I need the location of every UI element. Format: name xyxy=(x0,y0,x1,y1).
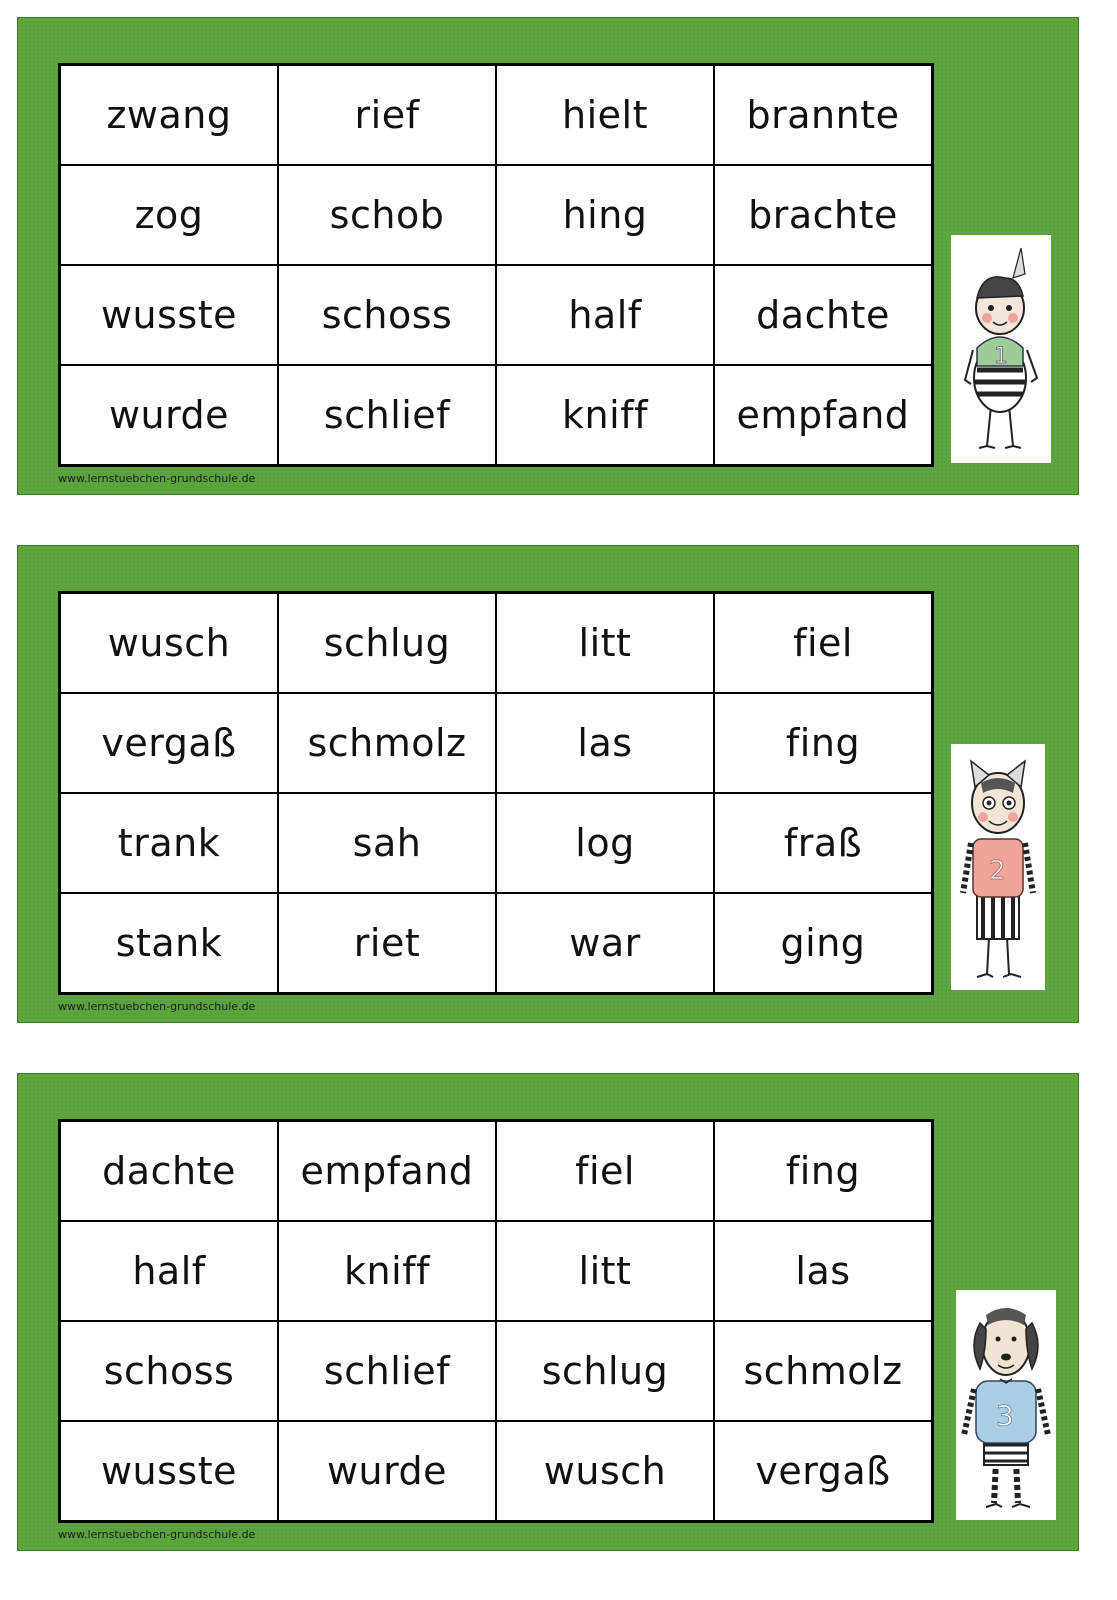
word-cell: empfand xyxy=(714,365,932,465)
word-cell: brachte xyxy=(714,165,932,265)
word-cell: schoss xyxy=(60,1321,278,1421)
word-cell: schlug xyxy=(496,1321,714,1421)
word-cell: fraß xyxy=(714,793,932,893)
word-cell: wusch xyxy=(60,593,278,693)
word-cell: schlief xyxy=(278,365,496,465)
word-card-2 xyxy=(17,545,1079,1023)
word-grid xyxy=(58,63,934,467)
word-cell: schmolz xyxy=(714,1321,932,1421)
word-cell: stank xyxy=(60,893,278,993)
word-cell: schob xyxy=(278,165,496,265)
word-grid xyxy=(58,1119,934,1523)
word-cell: schmolz xyxy=(278,693,496,793)
word-cell: trank xyxy=(60,793,278,893)
figure-number-label: 3 xyxy=(996,1399,1014,1432)
word-cell: litt xyxy=(496,593,714,693)
word-cell: empfand xyxy=(278,1121,496,1221)
word-cell: zwang xyxy=(60,65,278,165)
word-cell: sah xyxy=(278,793,496,893)
word-cell: rief xyxy=(278,65,496,165)
word-cell: wusste xyxy=(60,265,278,365)
word-cell: vergaß xyxy=(714,1421,932,1521)
footer-url: www.lernstuebchen-grundschule.de xyxy=(58,472,256,485)
word-grid xyxy=(58,591,934,995)
word-cell: las xyxy=(496,693,714,793)
word-cell: half xyxy=(496,265,714,365)
word-cell: wusch xyxy=(496,1421,714,1521)
word-cell: dachte xyxy=(60,1121,278,1221)
word-cell: vergaß xyxy=(60,693,278,793)
word-cell: wusste xyxy=(60,1421,278,1521)
figure-number-label: 2 xyxy=(989,856,1006,886)
word-cell: hing xyxy=(496,165,714,265)
word-cell: schoss xyxy=(278,265,496,365)
word-card-1 xyxy=(17,17,1079,495)
dog-character-icon xyxy=(956,1290,1056,1520)
word-cell: war xyxy=(496,893,714,993)
word-cell: zog xyxy=(60,165,278,265)
word-cell: fing xyxy=(714,1121,932,1221)
word-card-3 xyxy=(17,1073,1079,1551)
word-cell: ging xyxy=(714,893,932,993)
word-cell: brannte xyxy=(714,65,932,165)
word-cell: hielt xyxy=(496,65,714,165)
word-cell: schlief xyxy=(278,1321,496,1421)
word-cell: kniff xyxy=(278,1221,496,1321)
word-cell: half xyxy=(60,1221,278,1321)
word-cell: log xyxy=(496,793,714,893)
word-cell: wurde xyxy=(60,365,278,465)
word-cell: kniff xyxy=(496,365,714,465)
word-cell: las xyxy=(714,1221,932,1321)
boy-character-icon xyxy=(951,235,1051,463)
figure-number-label: 1 xyxy=(994,344,1008,369)
word-cell: fiel xyxy=(496,1121,714,1221)
cat-character-icon xyxy=(951,744,1045,990)
footer-url: www.lernstuebchen-grundschule.de xyxy=(58,1000,256,1013)
word-cell: fiel xyxy=(714,593,932,693)
word-cell: schlug xyxy=(278,593,496,693)
word-cell: litt xyxy=(496,1221,714,1321)
word-cell: dachte xyxy=(714,265,932,365)
word-cell: fing xyxy=(714,693,932,793)
footer-url: www.lernstuebchen-grundschule.de xyxy=(58,1528,256,1541)
word-cell: wurde xyxy=(278,1421,496,1521)
word-cell: riet xyxy=(278,893,496,993)
